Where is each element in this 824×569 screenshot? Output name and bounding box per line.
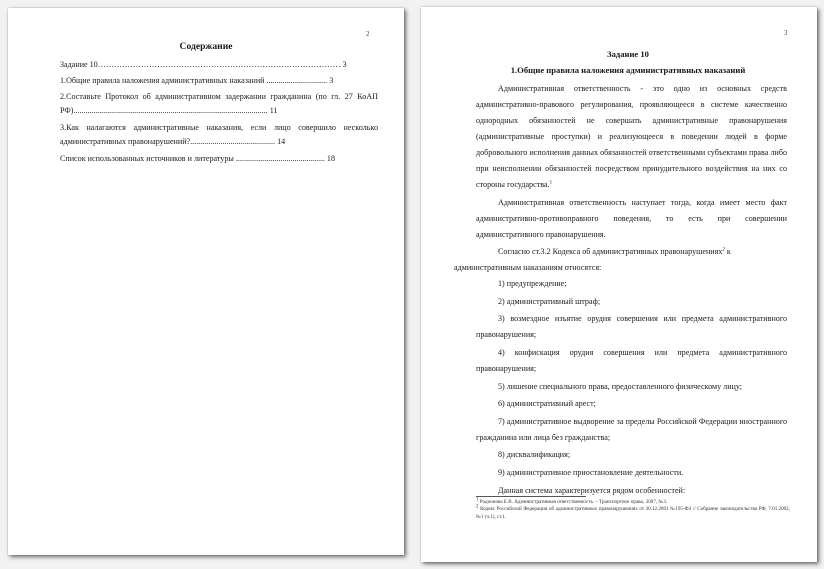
page-number: 2 [366,30,370,38]
paragraph [476,81,787,193]
footnote [476,506,790,521]
footnote-separator [476,496,586,497]
list-item: 8) дисквалификация; [498,450,571,460]
list-item: 6) административный арест; [498,399,596,409]
toc-title: Содержание [179,41,233,52]
document-page-left [8,8,404,555]
paragraph: Данная система характеризуется рядом особенностей: [498,485,686,495]
toc-item: 3.Как налагаются административные наказания, если лицо совершило несколько административных правонарушений?.......................................... 14 [60,123,378,146]
paragraph [454,244,787,276]
task-heading: Задание 10 [607,49,649,59]
list-item: 3) возмездное изъятие орудия совершения или предмета административного правонарушения; [476,314,787,340]
footnote-mark: 1 [476,497,479,503]
toc-item: Задание 10……………………………………………………………………………… 3 [60,60,347,69]
list-item: 5) лишение специального права, предоставленного физическому лицу; [498,381,743,391]
footnote-text: Родионова Е.В. Административная ответственность. – Транспортное право, 2007, №3. [479,499,668,505]
footnote-mark: 2 [476,504,479,510]
list-item: 7) административное выдворение за пределы Российской Федерации иностранного гражданина или лица без гражданства; [476,416,787,442]
paragraph-text: административным наказаниям относятся: [454,263,602,273]
paragraph-text: к [724,247,731,257]
toc-item: 1.Общие правила наложения административных наказаний .............................. 3 [60,76,334,85]
footnote-ref: 1 [549,180,553,186]
paragraph-text: Согласно ст.3.2 Кодекса об административных правонарушениях [498,247,723,257]
table-of-contents [60,58,378,169]
list-item: 1) предупреждение; [498,279,567,289]
footnote-text: Кодекс Российской Федерации об административных правонарушениях от 30.12.2001 №195-ФЗ // Собрание законодательства РФ, 7.01.2002, №1 (ч.1), ст.1. [476,506,790,520]
paragraph-text: Административная ответственность - это одно из основных средств административно-правового регулирования, проявляющееся в системе качественно однородных обязанностей не совершать административные правонарушения (административные проступки) и реализующееся в поведении людей в форме добровольного исполнения данных обязанностей ответственными субъектами права либо при неисполнении обязанностей посредством принудительного воздействия на них со стороны государства. [476,84,787,189]
page-number: 3 [784,29,788,37]
footnote-ref: 2 [722,247,725,253]
list-item: 4) конфискация орудия совершения или предмета административного правонарушения; [476,347,787,373]
toc-item: Список использованных источников и литературы ............................................ 18 [60,154,336,163]
document-page-right [421,7,817,562]
toc-item: 2.Составьте Протокол об административном задержании гражданина (по гл. 27 КоАП РФ)................................................................................................ 11 [60,92,378,115]
list-item: 2) административный штраф; [498,296,601,306]
footnotes [476,499,790,521]
section-heading: 1.Общие правила наложения административных наказаний [510,65,746,75]
paragraph: Административная ответственность наступает тогда, когда имеет место факт административно-противоправного поведения, то есть при совершении административного правонарушения. [476,197,787,239]
list-item: 9) административное приостановление деятельности. [498,467,684,477]
